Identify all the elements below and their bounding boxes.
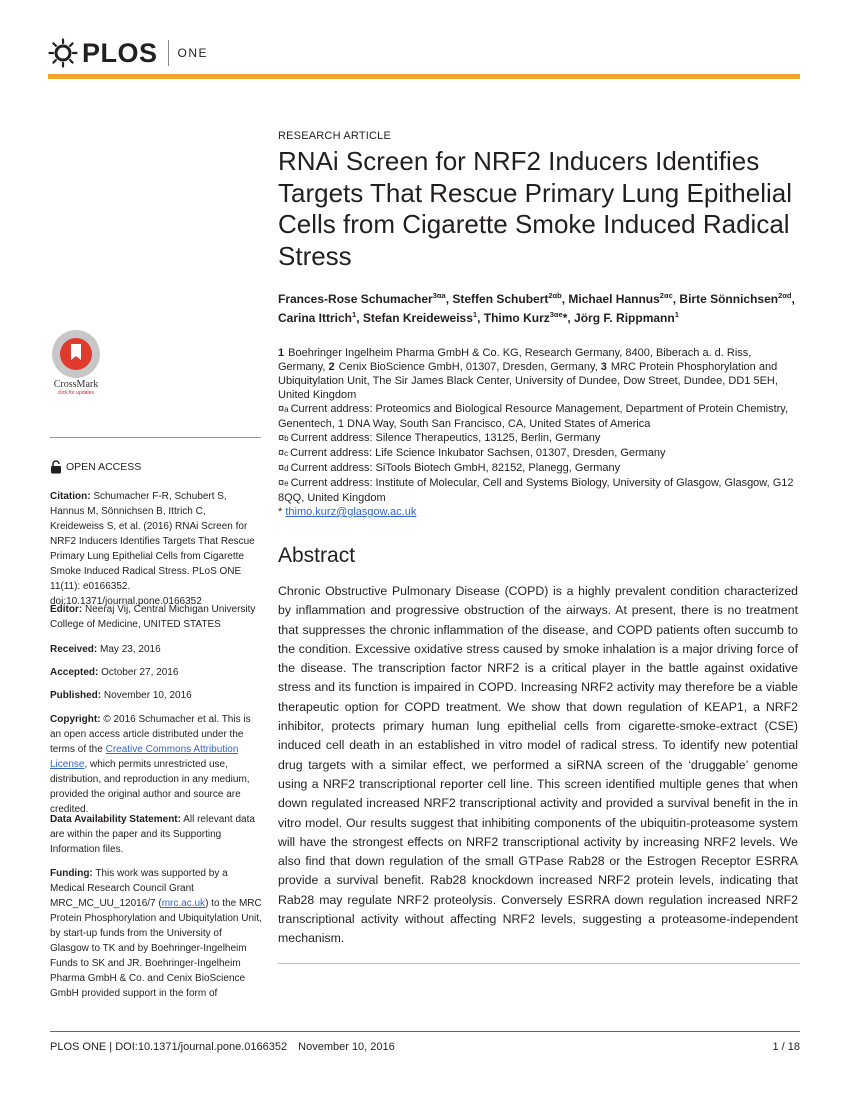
copyright-text: © 2016 Schumacher et al. This is an open access article distributed under the terms of the (50, 714, 251, 755)
copyright-label: Copyright: (50, 714, 101, 725)
author-affiliation-marker: 2αd (778, 291, 792, 300)
page-number: 1 / 18 (772, 1041, 800, 1053)
funding-block (50, 866, 262, 1001)
author-name: Birte Sönnichsen (679, 292, 779, 306)
author-name: Stefan Kreideweiss (362, 311, 473, 325)
footer-citation (50, 1041, 395, 1053)
publisher-name: PLOS (82, 37, 158, 68)
author-affiliation-marker: 3αe (549, 310, 563, 319)
footer-doi: PLOS ONE | DOI:10.1371/journal.pone.0166352 (50, 1041, 288, 1053)
article-title: RNAi Screen for NRF2 Inducers Identifies Targets That Rescue Primary Lung Epithelial Cells from Cigarette Smoke Induced Radical Stress (278, 146, 792, 271)
header-rule (48, 74, 800, 79)
abstract-divider (278, 963, 800, 964)
sidebar-divider (50, 437, 261, 438)
received-label: Received: (50, 644, 98, 655)
data-availability-block (50, 812, 262, 857)
abstract-text: Chronic Obstructive Pulmonary Disease (COPD) is a highly prevalent condition characterized by inflammation and progressive obstruction of the airways. At present, there is no treatment that suppresses the chronic inflammation of the disease, and COPD patients often succumb to the condition. Excessive oxidative stress caused by smoke inhalation is a major driving force of the disease. The transcription factor NRF2 is a critical player in the battle against oxidative stress and its function is impaired in COPD. Increasing NRF2 activity may therefore be a viable therapeutic option for COPD treatment. We show that down regulation of KEAP1, a NRF2 inhibitor, protects primary human lung epithelial cells from cigarette-smoke-extract (CSE) induced cell death in an established in vitro model of radical stress. To identify new potential drug targets with a similar effect, we performed a siRNA screen of the ‘druggable’ genome using a NRF2 transcriptional reporter cell line. This screen identified multiple genes that when down regulated increased NRF2 transcriptional activity and provided a survival benefit in the in vitro model. Our results suggest that inhibiting components of the ubiquitin-proteasome system will have the strongest effects on NRF2 transcriptional activity by increasing NRF2 levels. We also find that down regulation of the small GTPase Rab28 or the Estrogen Receptor ESRRA provide a survival benefit. Rab28 knockdown increased NRF2 protein levels, indicating that Rab28 may regulate NRF2 proteolysis. Conversely ESRRA down regulation increased NRF2 transcriptional activity without affecting NRF2 levels, suggesting a proteasome-independent mechanism. (278, 584, 798, 946)
author-affiliation-marker: 3αa (432, 291, 446, 300)
author-name: Michael Hannus (568, 292, 660, 306)
corresponding-author-marker: * (562, 311, 568, 325)
author-name: Carina Ittrich (278, 311, 353, 325)
plos-sunburst-icon (48, 38, 78, 68)
corresponding-email-row: * thimo.kurz@glasgow.ac.uk (278, 506, 417, 518)
accepted-date: October 27, 2016 (101, 667, 179, 678)
data-availability-label: Data Availability Statement: (50, 814, 181, 825)
editor-text: Neeraj Vij, Central Michigan University College of Medicine, UNITED STATES (50, 604, 256, 630)
affiliations (278, 346, 798, 402)
address-text: Current address: Life Science Inkubator Sachsen, 01307, Dresden, Germany (290, 447, 666, 459)
footer-rule (50, 1031, 800, 1032)
funding-label: Funding: (50, 868, 93, 879)
accepted-block (50, 665, 262, 680)
author-affiliation-marker: 1 (472, 310, 478, 319)
current-address: ¤d Current address: SiTools Biotech GmbH, 82152, Planegg, Germany (278, 462, 621, 474)
address-key: c (284, 449, 289, 458)
author-affiliation-marker: 2αc (659, 291, 673, 300)
copyright-block (50, 712, 262, 817)
current-address: ¤c Current address: Life Science Inkubator Sachsen, 01307, Dresden, Germany (278, 447, 666, 459)
address-text: Current address: Proteomics and Biological Resource Management, Department of Protein Chemistry, Genentech, 1 DNA Way, South San Francisco, CA, United States of America (278, 403, 789, 430)
logo-divider (168, 40, 169, 66)
editor-block (50, 602, 262, 632)
funding-text-end: ) to the MRC Protein Phosphorylation and Ubiquitylation Unit, by start-up funds from the University of Glasgow to TK and by Boehringer-Ingelheim Funds to SK and JR. Boehringer-Ingelheim Pharma GmbH & Co. and Cenix BioScience GmbH provided support in the form of (50, 898, 262, 999)
address-text: Current address: Institute of Molecular, Cell and Systems Biology, University of Glasgow, Glasgow, G12 8QQ, United Kingdom (278, 477, 794, 504)
address-key: d (284, 464, 289, 473)
address-key: a (284, 405, 289, 414)
license-link[interactable]: Creative Commons Attribution License (50, 744, 239, 770)
citation-label: Citation: (50, 491, 91, 502)
current-address: ¤e Current address: Institute of Molecular, Cell and Systems Biology, University of Glasgow, Glasgow, G12 8QQ, United Kingdom (278, 477, 794, 504)
address-key: e (284, 479, 289, 488)
data-availability-text: All relevant data are within the paper and its Supporting Information files. (50, 814, 255, 855)
footer-date: November 10, 2016 (298, 1041, 395, 1053)
citation-block (50, 489, 262, 609)
author-affiliation-marker: 2αb (548, 291, 562, 300)
plos-logo (48, 36, 208, 70)
author-name: Thimo Kurz (483, 311, 550, 325)
open-access-badge (50, 460, 141, 474)
affiliation-text: Boehringer Ingelheim Pharma GmbH & Co. KG, Research Germany, 8400, Biberach a. d. Riss, Germany, (278, 347, 752, 373)
copyright-text-end: , which permits unrestricted use, distribution, and reproduction in any medium, provided the original author and source are credited. (50, 759, 250, 815)
affiliation-number: 2 (328, 361, 335, 373)
mrc-link[interactable]: mrc.ac.uk (161, 898, 206, 909)
current-address: ¤b Current address: Silence Therapeutics, 13125, Berlin, Germany (278, 432, 601, 444)
current-address: ¤a Current address: Proteomics and Biological Resource Management, Department of Protein Chemistry, Genentech, 1 DNA Way, South San Francisco, CA, United States of America (278, 403, 789, 430)
published-block (50, 688, 262, 703)
address-text: Current address: SiTools Biotech GmbH, 82152, Planegg, Germany (290, 462, 621, 474)
crossmark-icon (52, 330, 100, 378)
abstract-heading: Abstract (278, 544, 356, 567)
crossmark-sublabel: click for updates (57, 390, 95, 396)
crossmark-label: CrossMark (53, 379, 99, 390)
editor-label: Editor: (50, 604, 83, 615)
published-date: November 10, 2016 (103, 690, 192, 701)
author-affiliation-marker: 1 (352, 310, 357, 319)
journal-name: ONE (177, 46, 209, 60)
open-lock-icon (50, 460, 62, 474)
citation-text: Schumacher F-R, Schubert S, Hannus M, Sönnichsen B, Ittrich C, Kreideweiss S, et al. (2016) RNAi Screen for NRF2 Inducers Identifies Targets That Rescue Primary Lung Epithelial Cells from Cigarette Smoke Induced Radical Stress. PLoS ONE 11(11): e0166352. doi:10.1371/journal.pone.0166352 (50, 491, 255, 607)
open-access-label: OPEN ACCESS (66, 461, 142, 473)
author-list: Frances-Rose Schumacher$^{3\alpha a}$, Steffen Schubert$^{2\alpha b}$, Michael Hannus$^{2\alpha c}$, Birte Sönnichsen$^{2\alpha d}$, Carina Ittrich$^1$, Stefan Kreideweiss$^1$, Thimo Kurz$^{3\alpha e}$*, Jörg F. Rippmann$^1$ (278, 291, 795, 325)
address-key: b (284, 434, 289, 443)
author-name: Jörg F. Rippmann (574, 311, 675, 325)
address-text: Current address: Silence Therapeutics, 13125, Berlin, Germany (290, 432, 601, 444)
affiliation-number: 1 (278, 347, 285, 359)
received-block (50, 642, 262, 657)
corresponding-email-link[interactable]: thimo.kurz@glasgow.ac.uk (285, 506, 417, 518)
current-addresses (278, 402, 803, 519)
funding-text: This work was supported by a Medical Research Council Grant MRC_MC_UU_12016/7 ( (50, 868, 228, 909)
published-label: Published: (50, 690, 102, 701)
author-name: Frances-Rose Schumacher (278, 292, 433, 306)
affiliation-text: MRC Protein Phosphorylation and Ubiquitylation Unit, The Sir James Black Center, University of Dundee, Dow Street, Dundee, DD1 5EH, United Kingdom (278, 361, 778, 401)
article-type: RESEARCH ARTICLE (278, 130, 392, 142)
affiliation-number: 3 (600, 361, 607, 373)
accepted-label: Accepted: (50, 667, 99, 678)
received-date: May 23, 2016 (100, 644, 161, 655)
affiliation-text: Cenix BioScience GmbH, 01307, Dresden, Germany, (338, 361, 598, 373)
crossmark-badge[interactable] (45, 330, 107, 396)
author-affiliation-marker: 1 (674, 310, 679, 319)
author-name: Steffen Schubert (452, 292, 549, 306)
